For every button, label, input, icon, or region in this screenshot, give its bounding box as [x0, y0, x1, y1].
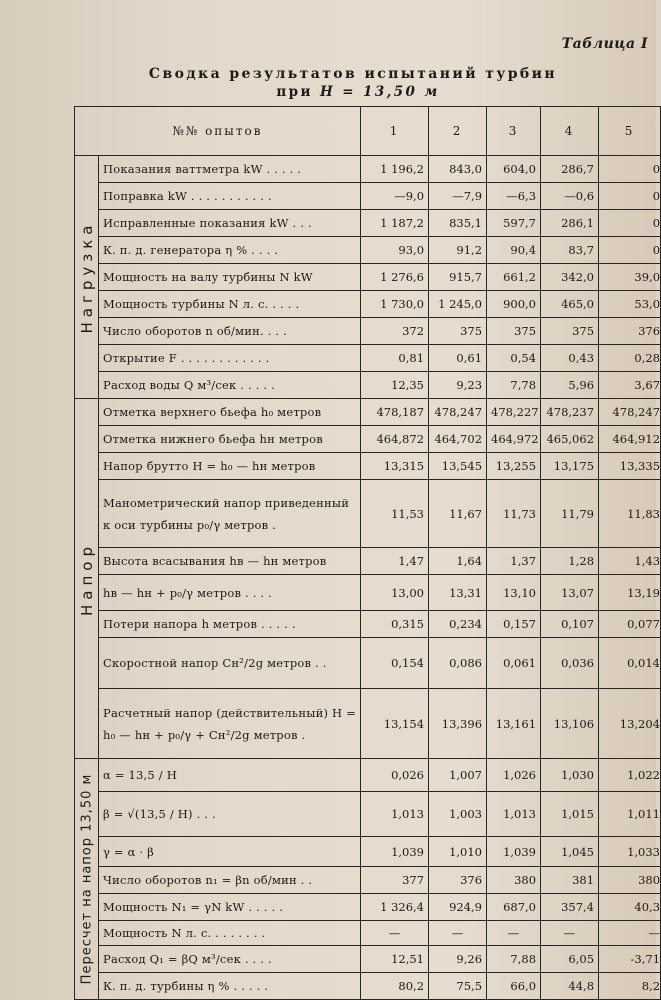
value-cell-col2: —7,9 [429, 183, 487, 210]
value-cell-col3: 66,0 [487, 973, 541, 1000]
table-row [75, 480, 661, 548]
table-row [75, 638, 661, 689]
value-cell-col4: 342,0 [541, 264, 599, 291]
value-cell-col3: 597,7 [487, 210, 541, 237]
results-table [74, 106, 661, 1000]
caption-formula: H = 13,50 м [319, 84, 440, 100]
value-cell-col4: 1,030 [541, 759, 599, 792]
value-cell-col3: 380 [487, 867, 541, 894]
value-cell-col5: 13,204 [599, 689, 661, 759]
column-header-3: 3 [487, 107, 541, 156]
value-cell-col2: 11,67 [429, 480, 487, 548]
value-cell-col3: 604,0 [487, 156, 541, 183]
row-label-text: Показания ваттметра kW . . . . . [103, 162, 302, 176]
value-cell-col5: 478,247 [599, 399, 661, 426]
value-cell-col1: 1 196,2 [361, 156, 429, 183]
table-row [75, 318, 661, 345]
row-label [99, 210, 361, 237]
value-cell-col1: 1,039 [361, 837, 429, 867]
column-header-1: 1 [361, 107, 429, 156]
value-cell-col5: 11,83 [599, 480, 661, 548]
value-cell-col5: — [599, 921, 661, 946]
value-cell-col4: 381 [541, 867, 599, 894]
table-row [75, 921, 661, 946]
value-cell-col2: 478,247 [429, 399, 487, 426]
value-cell-col4: 5,96 [541, 372, 599, 399]
value-cell-col2: 1,007 [429, 759, 487, 792]
row-label [99, 318, 361, 345]
row-label [99, 867, 361, 894]
value-cell-col1: 13,00 [361, 575, 429, 611]
row-label [99, 345, 361, 372]
value-cell-col3: 1,013 [487, 792, 541, 837]
value-cell-col4: 13,07 [541, 575, 599, 611]
value-cell-col1: 11,53 [361, 480, 429, 548]
row-label-text: Мощность на валу турбины N kW [103, 270, 313, 284]
value-cell-col1: —9,0 [361, 183, 429, 210]
table-row [75, 426, 661, 453]
value-cell-col5: 380 [599, 867, 661, 894]
row-label [99, 638, 361, 689]
value-cell-col1: 0,154 [361, 638, 429, 689]
value-cell-col4: 13,106 [541, 689, 599, 759]
value-cell-col5: 0 [599, 237, 661, 264]
value-cell-col4: 11,79 [541, 480, 599, 548]
value-cell-col3: 11,73 [487, 480, 541, 548]
table-caption-condition [0, 84, 656, 100]
value-cell-col5: 8,2 [599, 973, 661, 1000]
value-cell-col4: — [541, 921, 599, 946]
value-cell-col4: —0,6 [541, 183, 599, 210]
value-cell-col3: 13,161 [487, 689, 541, 759]
value-cell-col2: 464,702 [429, 426, 487, 453]
value-cell-col2: 0,086 [429, 638, 487, 689]
row-label [99, 183, 361, 210]
row-label-text: Потери напора h метров . . . . . [103, 617, 296, 631]
value-cell-col5: 13,335 [599, 453, 661, 480]
value-cell-col2: 1 245,0 [429, 291, 487, 318]
row-label-text: Расчетный напор (действительный) H = h₀ — hн + p₀/γ + Cн²/2g метров . [103, 705, 356, 742]
value-cell-col1: — [361, 921, 429, 946]
value-cell-col5: 464,912 [599, 426, 661, 453]
value-cell-col5: 1,022 [599, 759, 661, 792]
value-cell-col2: 843,0 [429, 156, 487, 183]
table-caption: Сводка результатов испытаний турбин [148, 66, 558, 82]
table-row [75, 156, 661, 183]
value-cell-col2: 375 [429, 318, 487, 345]
value-cell-col5: 0,28 [599, 345, 661, 372]
value-cell-col1: 80,2 [361, 973, 429, 1000]
table-row [75, 264, 661, 291]
value-cell-col3: 13,255 [487, 453, 541, 480]
row-label-text: β = √(13,5 / H) . . . [103, 807, 216, 821]
value-cell-col3: 661,2 [487, 264, 541, 291]
value-cell-col1: 372 [361, 318, 429, 345]
group-label-head: Напор [77, 541, 96, 616]
value-cell-col4: 0,107 [541, 611, 599, 638]
value-cell-col1: 0,026 [361, 759, 429, 792]
row-label-text: К. п. д. турбины η % . . . . . [103, 979, 269, 993]
row-label-text: γ = α · β [103, 844, 155, 859]
value-cell-col5: 0,014 [599, 638, 661, 689]
value-cell-col4: 1,045 [541, 837, 599, 867]
row-label [99, 973, 361, 1000]
row-label-text: Мощность N₁ = γN kW . . . . . [103, 900, 284, 914]
value-cell-col4: 357,4 [541, 894, 599, 921]
value-cell-col4: 465,062 [541, 426, 599, 453]
value-cell-col3: 1,37 [487, 548, 541, 575]
value-cell-col1: 1 276,6 [361, 264, 429, 291]
value-cell-col5: 39,0 [599, 264, 661, 291]
value-cell-col1: 0,315 [361, 611, 429, 638]
row-label [99, 575, 361, 611]
value-cell-col5: -3,71 [599, 946, 661, 973]
value-cell-col3: —6,3 [487, 183, 541, 210]
row-label-text: Манометрический напор приведенный к оси турбины p₀/γ метров . [103, 495, 350, 532]
group-cell-load [75, 156, 99, 399]
value-cell-col2: 13,31 [429, 575, 487, 611]
row-label [99, 759, 361, 792]
row-label [99, 291, 361, 318]
value-cell-col5: 0,077 [599, 611, 661, 638]
value-cell-col4: 286,1 [541, 210, 599, 237]
row-label [99, 264, 361, 291]
value-cell-col3: 0,157 [487, 611, 541, 638]
value-cell-col2: 835,1 [429, 210, 487, 237]
value-cell-col4: 1,28 [541, 548, 599, 575]
row-label [99, 237, 361, 264]
header-row [75, 107, 661, 156]
value-cell-col3: 7,88 [487, 946, 541, 973]
table-row [75, 183, 661, 210]
value-cell-col1: 12,35 [361, 372, 429, 399]
value-cell-col1: 464,872 [361, 426, 429, 453]
table-row [75, 973, 661, 1000]
row-label-text: Расход воды Q м³/сек . . . . . [103, 378, 275, 392]
value-cell-col5: 1,011 [599, 792, 661, 837]
value-cell-col4: 0,43 [541, 345, 599, 372]
value-cell-col5: 40,3 [599, 894, 661, 921]
row-label-text: Отметка нижнего бьефа hн метров [103, 432, 323, 446]
value-cell-col5: 0 [599, 210, 661, 237]
value-cell-col3: 0,54 [487, 345, 541, 372]
value-cell-col1: 93,0 [361, 237, 429, 264]
column-header-4: 4 [541, 107, 599, 156]
caption-prefix: при [276, 84, 313, 100]
value-cell-col1: 13,315 [361, 453, 429, 480]
value-cell-col1: 12,51 [361, 946, 429, 973]
value-cell-col2: 915,7 [429, 264, 487, 291]
value-cell-col3: 1,026 [487, 759, 541, 792]
value-cell-col2: 13,545 [429, 453, 487, 480]
value-cell-col2: 9,26 [429, 946, 487, 973]
value-cell-col1: 13,154 [361, 689, 429, 759]
table-row [75, 575, 661, 611]
value-cell-col5: 0 [599, 183, 661, 210]
value-cell-col3: — [487, 921, 541, 946]
value-cell-col5: 0 [599, 156, 661, 183]
table-row [75, 611, 661, 638]
row-label-text: Расход Q₁ = βQ м³/сек . . . . [103, 952, 272, 966]
value-cell-col4: 465,0 [541, 291, 599, 318]
table-row [75, 291, 661, 318]
row-label-text: Мощность турбины N л. с. . . . . [103, 297, 300, 311]
row-label-text: Мощность N л. с. . . . . . . . [103, 926, 266, 940]
value-cell-col2: 1,64 [429, 548, 487, 575]
value-cell-col2: 13,396 [429, 689, 487, 759]
value-cell-col2: 0,234 [429, 611, 487, 638]
row-label [99, 426, 361, 453]
row-label [99, 453, 361, 480]
row-label [99, 689, 361, 759]
table-row [75, 837, 661, 867]
value-cell-col3: 375 [487, 318, 541, 345]
value-cell-col1: 0,81 [361, 345, 429, 372]
value-cell-col4: 13,175 [541, 453, 599, 480]
column-header-5: 5 [599, 107, 661, 156]
value-cell-col4: 1,015 [541, 792, 599, 837]
row-label-text: Число оборотов n об/мин. . . . [103, 324, 287, 338]
value-cell-col2: 376 [429, 867, 487, 894]
value-cell-col3: 7,78 [487, 372, 541, 399]
row-label-text: Поправка kW . . . . . . . . . . . [103, 189, 272, 203]
table-row [75, 792, 661, 837]
value-cell-col3: 1,039 [487, 837, 541, 867]
value-cell-col2: 9,23 [429, 372, 487, 399]
row-label [99, 399, 361, 426]
value-cell-col3: 687,0 [487, 894, 541, 921]
value-cell-col2: 1,010 [429, 837, 487, 867]
table-row [75, 867, 661, 894]
value-cell-col1: 1 326,4 [361, 894, 429, 921]
value-cell-col1: 1,47 [361, 548, 429, 575]
row-label-text: Скоростной напор Cн²/2g метров . . [103, 656, 327, 670]
row-label [99, 480, 361, 548]
value-cell-col3: 0,061 [487, 638, 541, 689]
value-cell-col3: 464,972 [487, 426, 541, 453]
row-label-text: α = 13,5 / H [103, 768, 177, 782]
row-label-text: hв — hн + p₀/γ метров . . . . [103, 585, 273, 600]
value-cell-col5: 53,0 [599, 291, 661, 318]
value-cell-col1: 1 730,0 [361, 291, 429, 318]
row-label [99, 792, 361, 837]
value-cell-col2: 91,2 [429, 237, 487, 264]
row-label [99, 156, 361, 183]
value-cell-col5: 376 [599, 318, 661, 345]
row-label [99, 946, 361, 973]
table-row [75, 399, 661, 426]
value-cell-col3: 13,10 [487, 575, 541, 611]
value-cell-col1: 478,187 [361, 399, 429, 426]
value-cell-col5: 3,67 [599, 372, 661, 399]
table-number: Таблица I [561, 36, 648, 52]
value-cell-col4: 83,7 [541, 237, 599, 264]
row-label-text: Отметка верхнего бьефа h₀ метров [103, 405, 322, 419]
row-label-text: Исправленные показания kW . . . [103, 216, 312, 230]
table-row [75, 689, 661, 759]
value-cell-col2: 924,9 [429, 894, 487, 921]
row-label [99, 837, 361, 867]
group-label-load: Нагрузка [77, 220, 96, 334]
value-cell-col5: 1,033 [599, 837, 661, 867]
value-cell-col4: 375 [541, 318, 599, 345]
table-row [75, 372, 661, 399]
row-label-text: Открытие F . . . . . . . . . . . . [103, 351, 270, 365]
table-row [75, 210, 661, 237]
group-cell-recalc [75, 759, 99, 1000]
row-label [99, 372, 361, 399]
table-row [75, 345, 661, 372]
value-cell-col1: 1 187,2 [361, 210, 429, 237]
row-label-text: К. п. д. генератора η % . . . . [103, 243, 279, 257]
row-label [99, 921, 361, 946]
value-cell-col4: 478,237 [541, 399, 599, 426]
value-cell-col2: 0,61 [429, 345, 487, 372]
table-row [75, 453, 661, 480]
value-cell-col5: 1,43 [599, 548, 661, 575]
table-row [75, 548, 661, 575]
row-label-text: Напор брутто H = h₀ — hн метров [103, 459, 316, 473]
row-label [99, 548, 361, 575]
row-label-text: Число оборотов n₁ = βn об/мин . . [103, 873, 313, 887]
value-cell-col2: 75,5 [429, 973, 487, 1000]
value-cell-col4: 0,036 [541, 638, 599, 689]
value-cell-col2: 1,003 [429, 792, 487, 837]
value-cell-col1: 377 [361, 867, 429, 894]
value-cell-col3: 478,227 [487, 399, 541, 426]
row-label-text: Высота всасывания hв — hн метров [103, 554, 327, 568]
value-cell-col2: — [429, 921, 487, 946]
column-header-2: 2 [429, 107, 487, 156]
row-label [99, 611, 361, 638]
value-cell-col5: 13,19 [599, 575, 661, 611]
value-cell-col4: 286,7 [541, 156, 599, 183]
experiments-header: №№ опытов [75, 107, 361, 156]
table-row [75, 759, 661, 792]
table-row [75, 894, 661, 921]
value-cell-col4: 44,8 [541, 973, 599, 1000]
value-cell-col3: 900,0 [487, 291, 541, 318]
table-row [75, 946, 661, 973]
value-cell-col4: 6,05 [541, 946, 599, 973]
row-label [99, 894, 361, 921]
value-cell-col3: 90,4 [487, 237, 541, 264]
group-cell-head [75, 399, 99, 759]
value-cell-col1: 1,013 [361, 792, 429, 837]
group-label-recalc: Пересчет на напор 13,50 м [79, 773, 94, 985]
table-row [75, 237, 661, 264]
